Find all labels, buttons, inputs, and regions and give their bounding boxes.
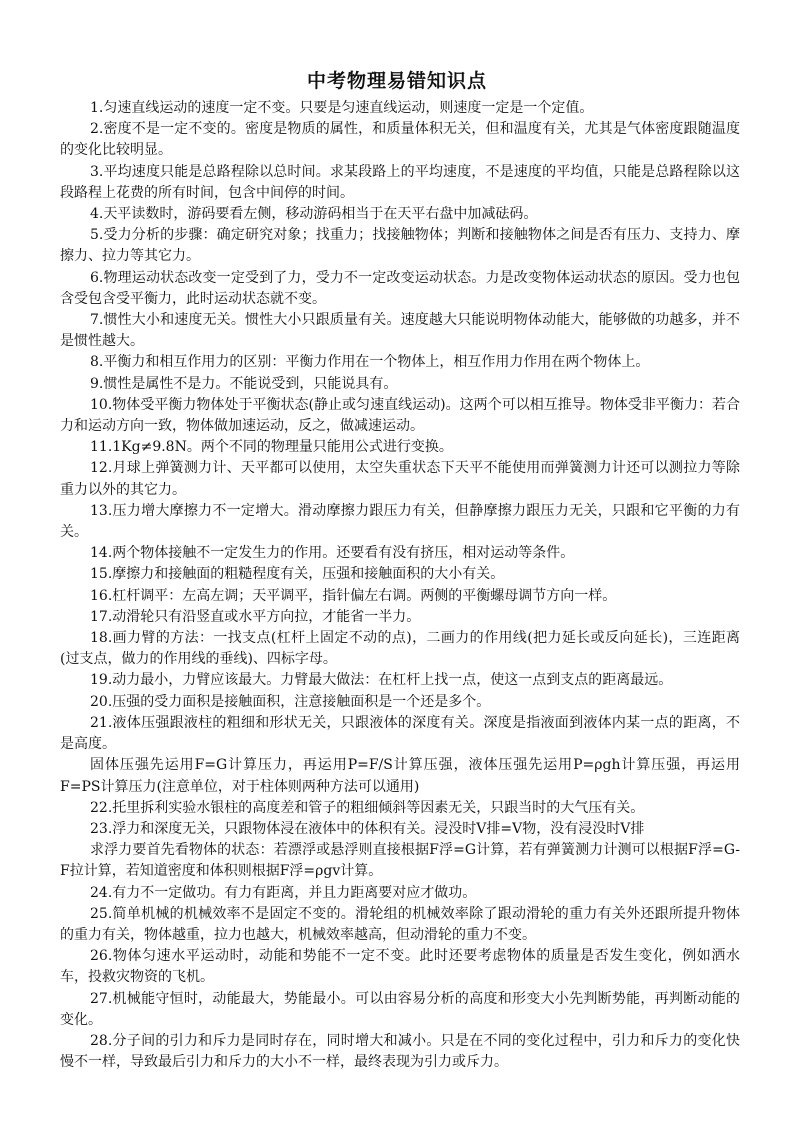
document-body (60, 98, 740, 1073)
paragraph-17: 17.动滑轮只有沿竖直或水平方向拉，才能省一半力。 (90, 608, 421, 625)
paragraph-24: 24.有力不一定做功。有力有距离，并且力距离要对应才做功。 (90, 884, 477, 901)
paragraph-16: 16.杠杆调平：左高左调；天平调平，指针偏左右调。两侧的平衡螺母调节方向一样。 (90, 587, 617, 604)
paragraph-10: 10.物体受平衡力物体处于平衡状态(静止或匀速直线运动)。这两个可以相互推导。物体受非平衡力：若合力和运动方向一致，物体做加速运动，反之，做减速运动。 (60, 396, 740, 435)
paragraph-9: 9.惯性是属性不是力。不能说受到，只能说具有。 (90, 375, 398, 392)
paragraph-22: 22.托里拆利实验水银柱的高度差和管子的粗细倾斜等因素无关，只跟当时的大气压有关。 (90, 799, 645, 816)
paragraph-28: 28.分子间的引力和斥力是同时存在，同时增大和减小。只是在不同的变化过程中，引力和斥力的变化快慢不一样，导致最后引力和斥力的大小不一样，最终表现为引力或斥力。 (60, 1032, 740, 1071)
paragraph-14: 14.两个物体接触不一定发生力的作用。还要看有没有挤压，相对运动等条件。 (90, 545, 575, 562)
paragraph-3: 3.平均速度只能是总路程除以总时间。求某段路上的平均速度，不是速度的平均值，只能是总路程除以这段路程上花费的所有时间，包含中间停的时间。 (60, 163, 740, 201)
paragraph-25: 25.简单机械的机械效率不是固定不变的。滑轮组的机械效率除了跟动滑轮的重力有关外还跟所提升物体的重力有关，物体越重，拉力也越大，机械效率越高，但动滑轮的重力不变。 (60, 905, 740, 943)
paragraph-2: 2.密度不是一定不变的。密度是物质的属性，和质量体积无关，但和温度有关，尤其是气体密度跟随温度的变化比较明显。 (60, 121, 740, 159)
paragraph-21: 21.液体压强跟液柱的粗细和形状无关，只跟液体的深度有关。深度是指液面到液体内某一点的距离，不是高度。 (60, 714, 740, 753)
paragraph-23-note: 求浮力要首先看物体的状态：若漂浮或悬浮则直接根据F浮=G计算，若有弹簧测力计测可以根据F浮=G-F拉计算，若知道密度和体积则根据F浮=ρgv计算。 (60, 842, 740, 880)
page-title: 中考物理易错知识点 (306, 70, 487, 92)
paragraph-20: 20.压强的受力面积是接触面积，注意接触面积是一个还是多个。 (90, 693, 491, 710)
paragraph-5: 5.受力分析的步骤：确定研究对象；找重力；找接触物体；判断和接触物体之间是否有压力、支持力、摩擦力、拉力等其它力。 (60, 227, 740, 265)
paragraph-4: 4.天平读数时，游码要看左侧，移动游码相当于在天平右盘中加减砝码。 (90, 206, 538, 223)
paragraph-13: 13.压力增大摩擦力不一定增大。滑动摩擦力跟压力有关，但静摩擦力跟压力无关，只跟和它平衡的力有关。 (60, 502, 740, 541)
paragraph-21-note: 固体压强先运用F=G计算压力，再运用P=F/S计算压强，液体压强先运用P=ρgh计算压强，再运用F=PS计算压力(注意单位，对于柱体则两种方法可以通用) (60, 757, 740, 795)
paragraph-27: 27.机械能守恒时，动能最大，势能最小。可以由容易分析的高度和形变大小先判断势能，再判断动能的变化。 (60, 990, 740, 1028)
paragraph-6: 6.物理运动状态改变一定受到了力，受力不一定改变运动状态。力是改变物体运动状态的原因。受力也包含受包含受平衡力，此时运动状态就不变。 (60, 269, 740, 307)
paragraph-18: 18.画力臂的方法：一找支点(杠杆上固定不动的点)，二画力的作用线(把力延长或反向延长)，三连距离(过支点，做力的作用线的垂线)、四标字母。 (60, 630, 740, 668)
paragraph-23: 23.浮力和深度无关，只跟物体浸在液体中的体积有关。浸没时V排=V物，没有浸没时V排 (90, 820, 645, 837)
paragraph-12: 12.月球上弹簧测力计、天平都可以使用，太空失重状态下天平不能使用而弹簧测力计还可以测拉力等除重力以外的其它力。 (60, 460, 740, 498)
paragraph-15: 15.摩擦力和接触面的粗糙程度有关，压强和接触面积的大小有关。 (90, 566, 505, 583)
paragraph-1: 1.匀速直线运动的速度一定不变。只要是匀速直线运动，则速度一定是一个定值。 (90, 100, 594, 116)
paragraph-8: 8.平衡力和相互作用力的区别：平衡力作用在一个物体上，相互作用力作用在两个物体上。 (90, 354, 650, 371)
paragraph-26: 26.物体匀速水平运动时，动能和势能不一定不变。此时还要考虑物体的质量是否发生变化，例如洒水车，投救灾物资的飞机。 (60, 948, 740, 986)
paragraph-19: 19.动力最小，力臂应该最大。力臂最大做法：在杠杆上找一点，使这一点到支点的距离最远。 (90, 672, 673, 689)
paragraph-11: 11.1Kg≠9.8N。两个不同的物理量只能用公式进行变换。 (90, 439, 453, 456)
paragraph-7: 7.惯性大小和速度无关。惯性大小只跟质量有关。速度越大只能说明物体动能大，能够做的功越多，并不是惯性越大。 (60, 312, 740, 350)
